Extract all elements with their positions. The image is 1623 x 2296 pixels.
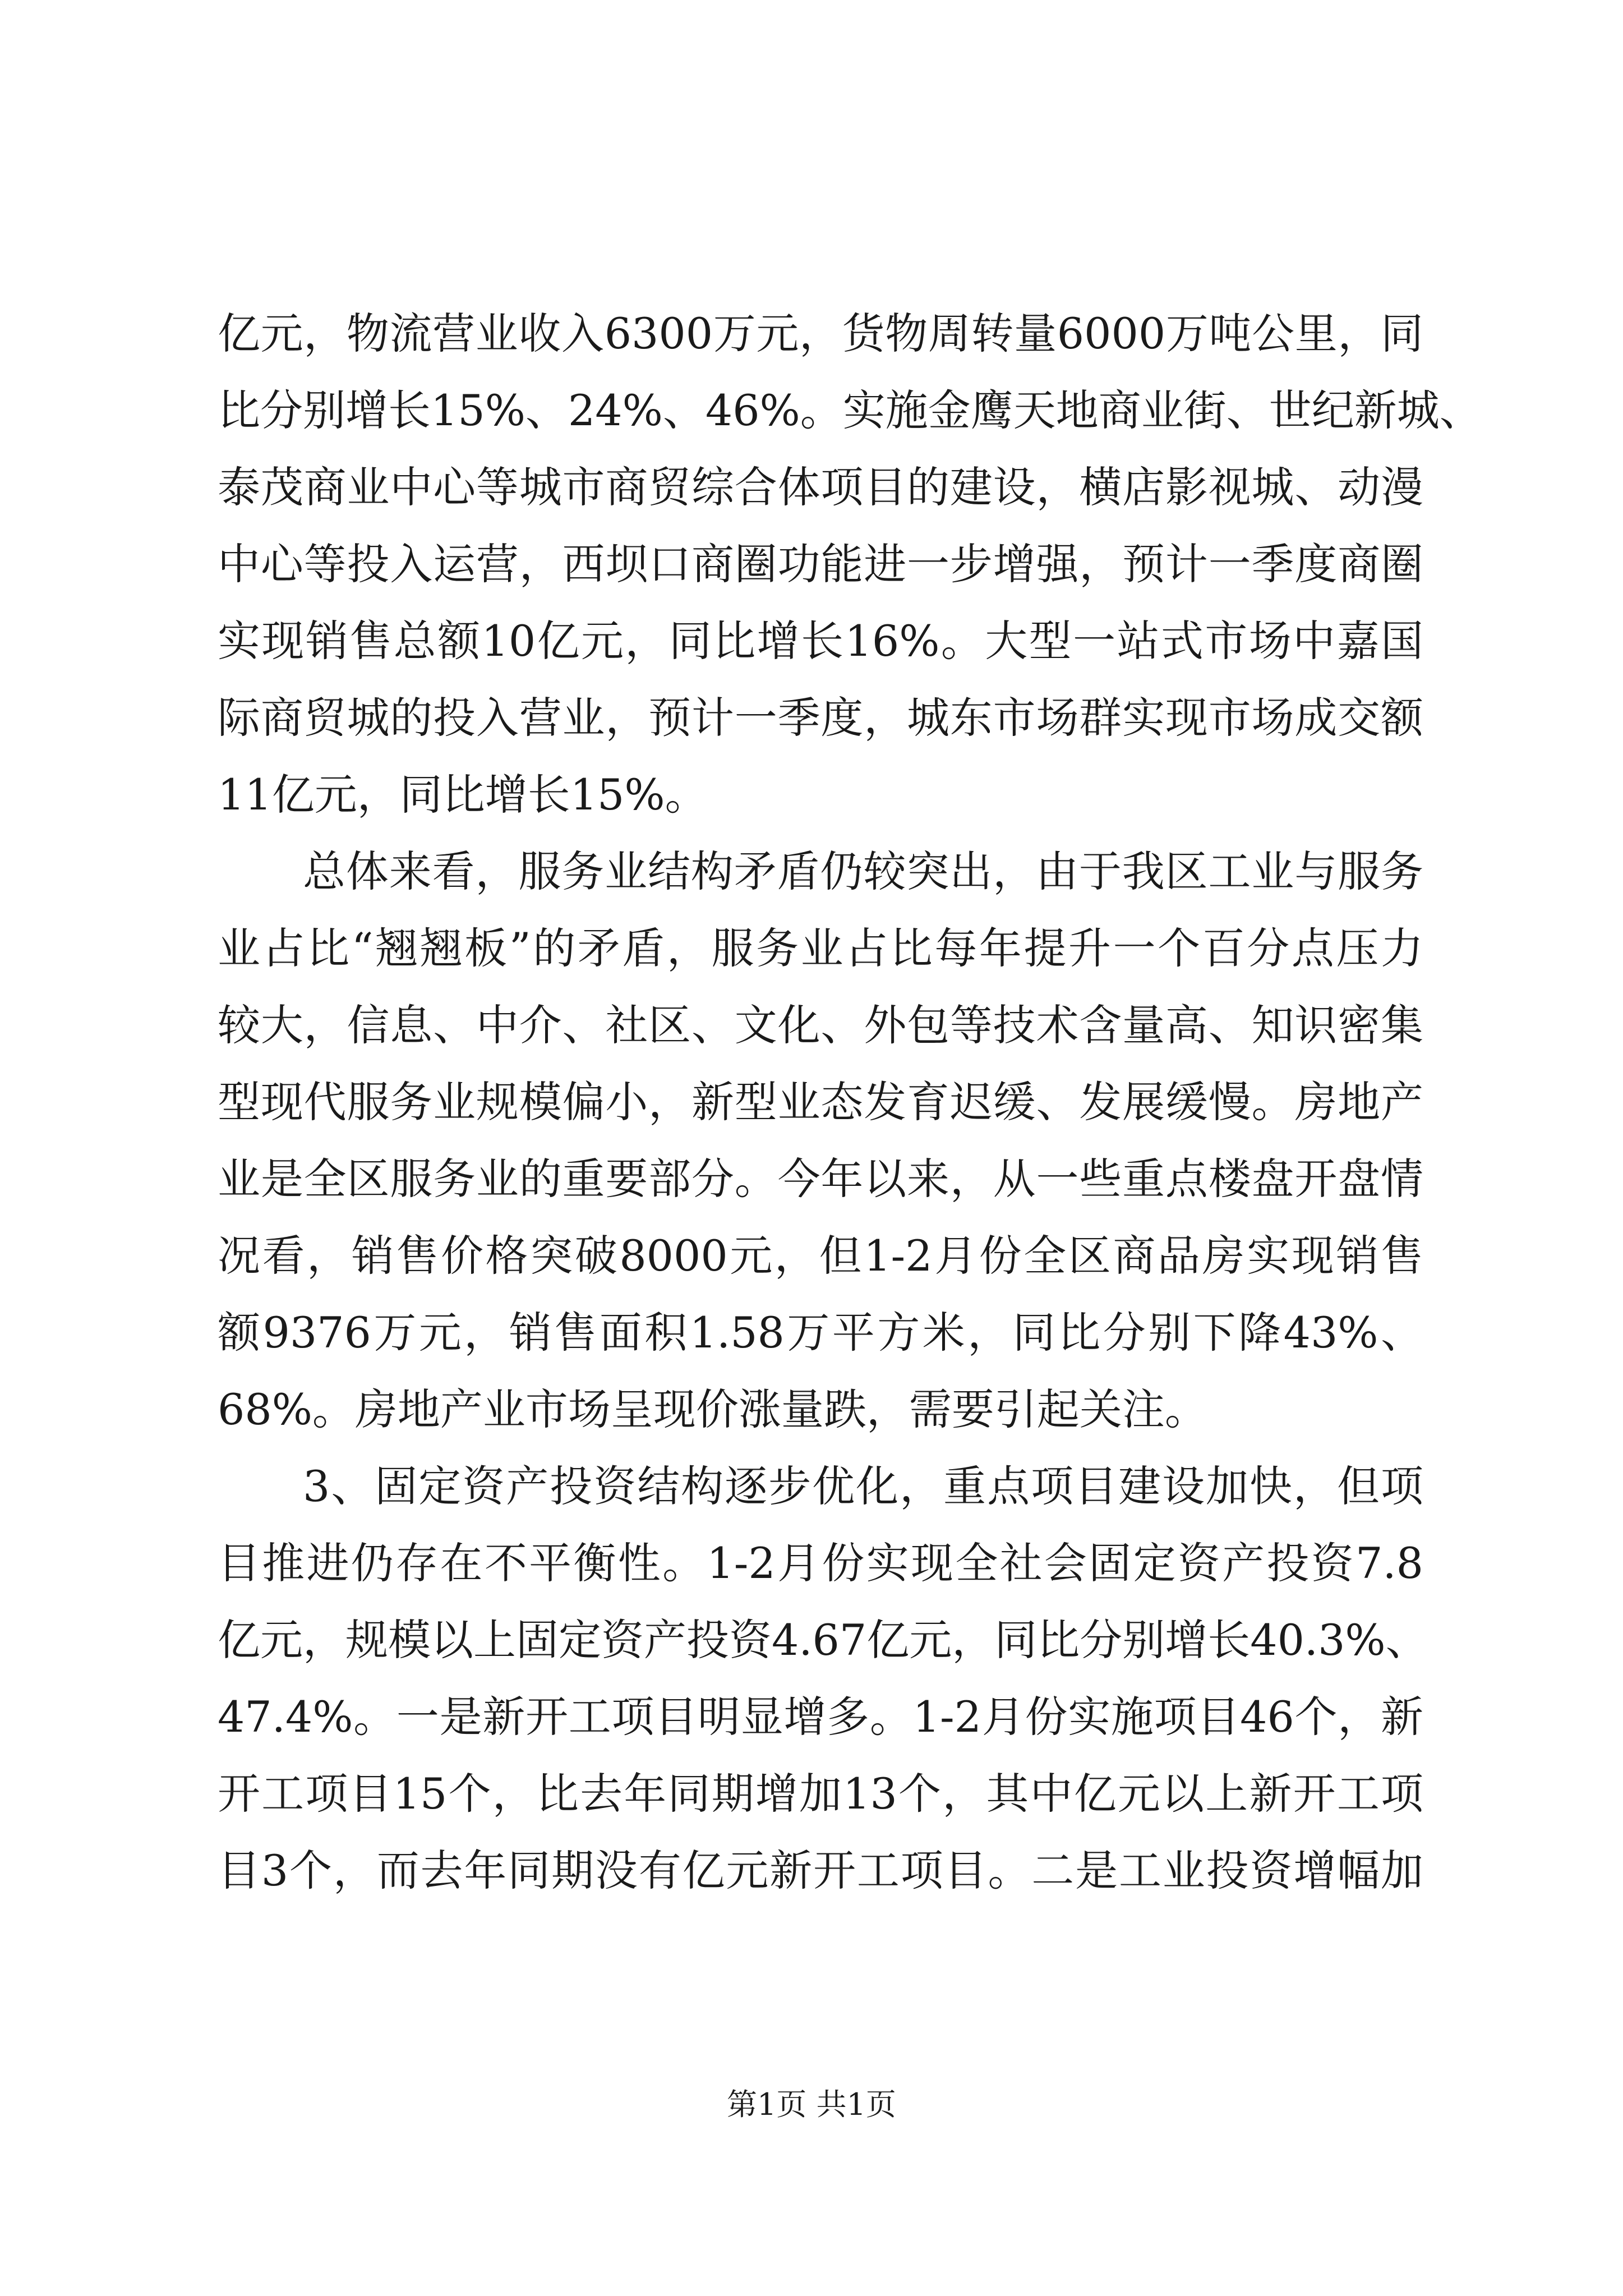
text-line: 目3个，而去年同期没有亿元新开工项目。二是工业投资增幅加 bbox=[218, 1846, 1423, 1895]
text-line: 泰茂商业中心等城市商贸综合体项目的建设，横店影视城、动漫 bbox=[218, 462, 1423, 512]
text-line: 较大，信息、中介、社区、文化、外包等技术含量高、知识密集 bbox=[218, 1000, 1423, 1050]
text-line: 开工项目15个，比去年同期增加13个，其中亿元以上新开工项 bbox=[218, 1769, 1423, 1819]
text-line: 目推进仍存在不平衡性。1-2月份实现全社会固定资产投资7.8 bbox=[218, 1538, 1423, 1588]
text-line: 中心等投入运营，西坝口商圈功能进一步增强，预计一季度商圈 bbox=[218, 539, 1423, 589]
text-line: 额9376万元，销售面积1.58万平方米，同比分别下降43%、 bbox=[218, 1308, 1423, 1358]
text-line: 业占比“翘翘板”的矛盾，服务业占比每年提升一个百分点压力 bbox=[218, 923, 1423, 973]
text-line: 际商贸城的投入营业，预计一季度，城东市场群实现市场成交额 bbox=[218, 693, 1423, 743]
page-footer: 第1页 共1页 bbox=[727, 2087, 896, 2122]
text-line: 11亿元，同比增长15%。 bbox=[218, 770, 708, 820]
text-line: 亿元，物流营业收入6300万元，货物周转量6000万吨公里，同 bbox=[218, 309, 1423, 358]
paragraph-first-line: 总体来看，服务业结构矛盾仍较突出，由于我区工业与服务 bbox=[303, 846, 1423, 896]
text-line: 型现代服务业规模偏小，新型业态发育迟缓、发展缓慢。房地产 bbox=[218, 1077, 1423, 1127]
text-line: 况看，销售价格突破8000元，但1-2月份全区商品房实现销售 bbox=[218, 1231, 1423, 1281]
text-line: 比分别增长15%、24%、46%。实施金鹰天地商业街、世纪新城、 bbox=[218, 385, 1482, 435]
text-line: 实现销售总额10亿元，同比增长16%。大型一站式市场中嘉国 bbox=[218, 616, 1423, 666]
text-line: 68%。房地产业市场呈现价涨量跌，需要引起关注。 bbox=[218, 1384, 1207, 1434]
paragraph-first-line: 3、固定资产投资结构逐步优化，重点项目建设加快，但项 bbox=[303, 1461, 1423, 1511]
text-line: 亿元，规模以上固定资产投资4.67亿元，同比分别增长40.3%、 bbox=[218, 1615, 1428, 1665]
text-line: 业是全区服务业的重要部分。今年以来，从一些重点楼盘开盘情 bbox=[218, 1154, 1423, 1204]
text-line: 47.4%。一是新开工项目明显增多。1-2月份实施项目46个，新 bbox=[218, 1692, 1423, 1742]
